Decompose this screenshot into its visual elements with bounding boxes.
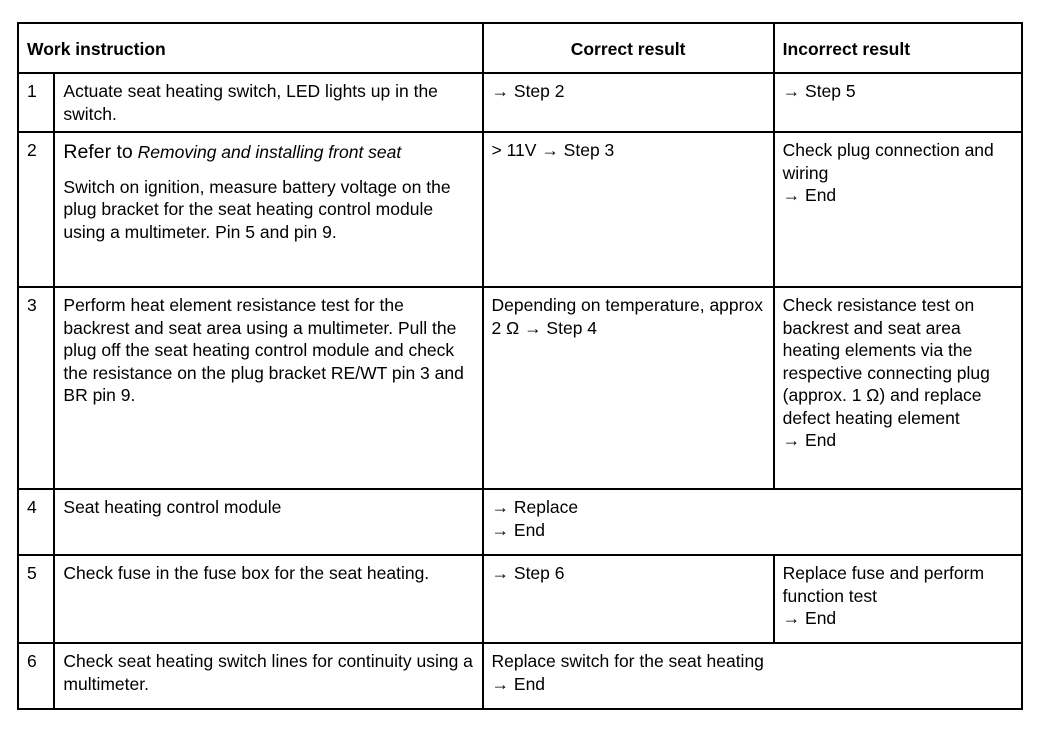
incorrect-result-line: → End [782,185,837,205]
merged-result-cell [483,489,1022,555]
correct-result-cell [483,555,774,643]
step-number: 4 [18,489,54,555]
table-row [18,287,1022,489]
incorrect-result-line: Replace fuse and perform function test [782,563,985,606]
step-number: 1 [18,73,54,132]
instruction-cell: Check fuse in the fuse box for the seat heating. [54,555,482,643]
instruction-cell [54,132,482,287]
step-number: 3 [18,287,54,489]
correct-result-line: > 11V → Step 3 [491,140,615,160]
correct-result-line: → Step 2 [491,81,565,101]
incorrect-result-line: Check plug connection and wiring [782,140,994,183]
incorrect-result-cell [774,73,1022,132]
incorrect-result-line: → Step 5 [782,81,856,101]
correct-result-cell [483,132,774,287]
instruction-cell: Actuate seat heating switch, LED lights up in the switch. [54,73,482,132]
result-line: Replace switch for the seat heating [491,651,764,671]
step-number: 2 [18,132,54,287]
table-row [18,489,1022,555]
result-line: → End [491,519,546,540]
header-incorrect-result: Incorrect result [774,23,1022,73]
correct-result-line: → Step 6 [491,563,565,583]
table-row [18,555,1022,643]
step-number: 6 [18,643,54,709]
refer-to-line [63,141,473,164]
instruction-text: Switch on ignition, measure battery voltage on the plug bracket for the seat heating control module using a multimeter. Pin 5 and pin 9. [63,176,451,242]
header-correct-result: Correct result [483,23,774,73]
instruction-cell: Check seat heating switch lines for continuity using a multimeter. [54,643,482,709]
instruction-cell: Seat heating control module [54,489,482,555]
work-instruction-table [17,22,1023,710]
merged-result-cell [483,643,1022,709]
table-row [18,73,1022,132]
incorrect-result-cell [774,132,1022,287]
incorrect-result-cell [774,287,1022,489]
incorrect-result-line: → End [782,608,837,628]
result-line: → End [491,673,546,694]
instruction-cell: Perform heat element resistance test for the backrest and seat area using a multimeter. Pull the plug off the seat heating control module and check the resistance on the plug bracket RE/WT pin 3 and BR pin 9. [54,287,482,489]
step-number: 5 [18,555,54,643]
refer-prefix: Refer to [63,141,133,163]
table-row [18,643,1022,709]
refer-link[interactable]: Removing and installing front seat [137,142,402,162]
incorrect-result-line: → End [782,430,837,450]
table-row [18,132,1022,287]
correct-result-cell [483,73,774,132]
incorrect-result-line: Check resistance test on backrest and seat area heating elements via the respective connecting plug (approx. 1 Ω) and replace defect heating element [782,295,990,428]
header-row [18,23,1022,73]
correct-result-line: Depending on temperature, approx 2 Ω → Step 4 [491,295,763,338]
header-work-instruction: Work instruction [18,23,483,73]
incorrect-result-cell [774,555,1022,643]
result-line: → Replace [491,497,579,517]
correct-result-cell [483,287,774,489]
